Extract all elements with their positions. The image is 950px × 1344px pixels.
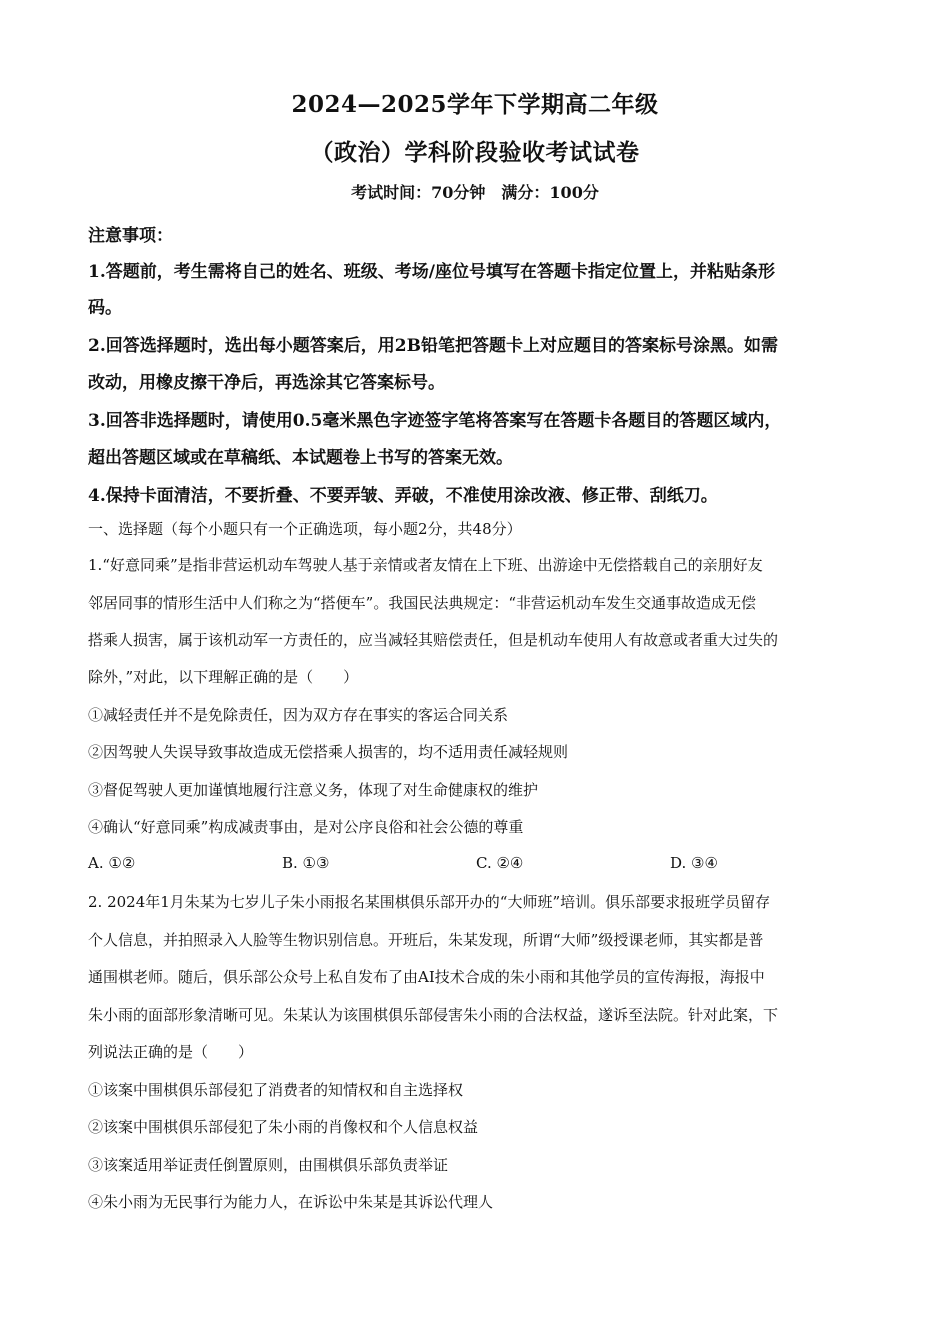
q1-option-d: D. ③④ [670,854,718,872]
section-heading: 一、选择题（每个小题只有一个正确选项，每小题2分，共48分） [88,520,522,538]
q1-item: ①减轻责任并不是免除责任，因为双方存在事实的客运合同关系 [88,706,509,724]
notice-line: 2.回答选择题时，选出每小题答案后，用2B铅笔把答题卡上对应题目的答案标号涂黑。如需 [88,336,778,356]
q1-stem-line: 1.“好意同乘”是指非营运机动车驾驶人基于亲情或者友情在上下班、出游途中无偿搭载自己的亲朋好友 [88,556,763,574]
q2-item: ④朱小雨为无民事行为能力人，在诉讼中朱某是其诉讼代理人 [88,1193,494,1211]
notice-line: 超出答题区域或在草稿纸、本试题卷上书写的答案无效。 [88,448,513,468]
q1-option-c: C. ②④ [476,854,524,872]
notice-line: 码。 [88,298,122,318]
q2-stem-line: 通围棋老师。随后，俱乐部公众号上私自发布了由AI技术合成的朱小雨和其他学员的宣传海报，海报中 [88,968,765,986]
notice-line: 1.答题前，考生需将自己的姓名、班级、考场/座位号填写在答题卡指定位置上，并粘贴条形 [88,262,775,282]
notice-line: 改动，用橡皮擦干净后，再选涂其它答案标号。 [88,373,445,393]
exam-title-line2: （政治）学科阶段验收考试试卷 [310,139,640,166]
q2-item: ③该案适用举证责任倒置原则，由围棋俱乐部负责举证 [88,1156,449,1174]
q1-item: ③督促驾驶人更加谨慎地履行注意义务，体现了对生命健康权的维护 [88,781,539,799]
notice-line: 4.保持卡面清洁，不要折叠、不要弄皱、弄破，不准使用涂改液、修正带、刮纸刀。 [88,486,718,506]
q1-option-b: B. ①③ [282,854,330,872]
q2-item: ①该案中围棋俱乐部侵犯了消费者的知情权和自主选择权 [88,1081,464,1099]
q1-stem-line: 除外，”对此，以下理解正确的是（ ） [88,668,359,686]
q2-stem-line: 朱小雨的面部形象清晰可见。朱某认为该围棋俱乐部侵害朱小雨的合法权益，遂诉至法院。针对此案，下 [88,1006,779,1024]
q1-stem-line: 邻居同事的情形生活中人们称之为“搭便车”。我国民法典规定：“非营运机动车发生交通事故造成无偿 [88,594,757,612]
exam-info: 考试时间：70分钟 满分：100分 [351,183,599,202]
q1-stem-line: 搭乘人损害，属于该机动军一方责任的，应当减轻其赔偿责任，但是机动车使用人有故意或者重大过失的 [88,631,779,649]
q1-item: ④确认“好意同乘”构成减责事由，是对公序良俗和社会公德的尊重 [88,818,524,836]
q2-stem-line: 个人信息，并拍照录入人脸等生物识别信息。开班后，朱某发现，所谓“大师”级授课老师，其实都是普 [88,931,764,949]
q1-option-a: A. ①② [88,854,136,872]
q2-stem-line: 2. 2024年1月朱某为七岁儿子朱小雨报名某围棋俱乐部开办的“大师班”培训。俱乐部要求报班学员留存 [88,893,771,911]
notice-heading: 注意事项： [88,226,173,246]
notice-line: 3.回答非选择题时，请使用0.5毫米黑色字迹签字笔将答案写在答题卡各题目的答题区域内， [88,411,782,431]
q2-stem-line: 列说法正确的是（ ） [88,1043,254,1061]
q1-item: ②因驾驶人失误导致事故造成无偿搭乘人损害的，均不适用责任减轻规则 [88,743,569,761]
exam-title-line1: 2024—2025学年下学期高二年级 [291,91,659,118]
q2-item: ②该案中围棋俱乐部侵犯了朱小雨的肖像权和个人信息权益 [88,1118,479,1136]
